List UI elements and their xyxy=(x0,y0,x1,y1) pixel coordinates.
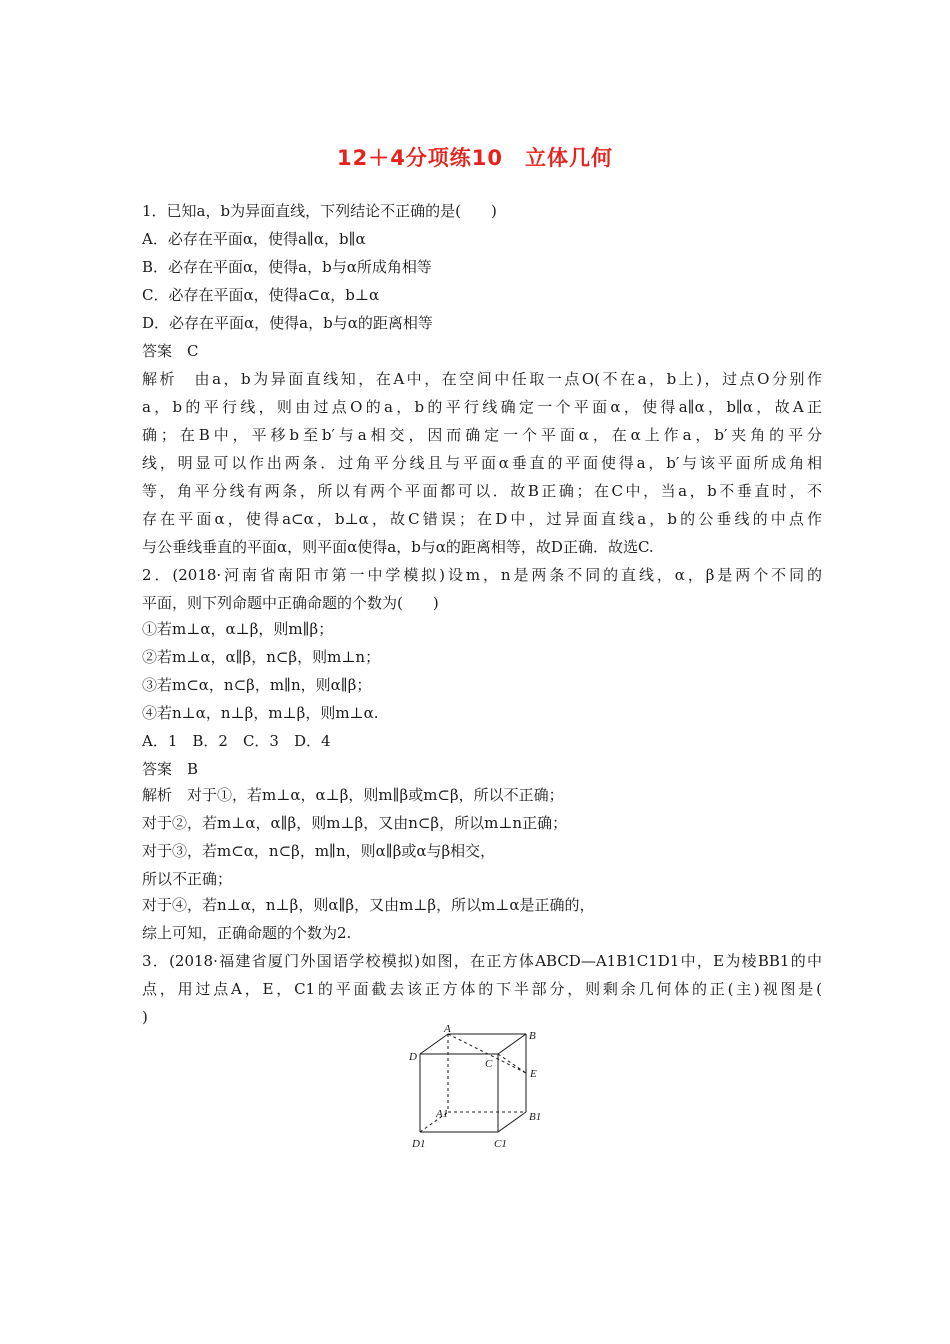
label-D: D xyxy=(409,1051,417,1063)
text-line: 答案 C xyxy=(142,342,199,360)
text-line: 解析 对于①，若m⊥α，α⊥β，则m∥β或m⊂β，所以不正确； xyxy=(142,786,564,804)
text-line: 2．(2018·河南省南阳市第一中学模拟)设m，n是两条不同的直线，α，β是两个不同的 xyxy=(142,566,822,584)
text-line: ④若n⊥α，n⊥β，m⊥β，则m⊥α. xyxy=(142,704,379,722)
label-A: A xyxy=(444,1023,451,1035)
text-line: D．必存在平面α，使得a，b与α的距离相等 xyxy=(142,314,433,332)
text-line: 确；在B中，平移b至b′与a相交，因而确定一个平面α，在α上作a，b′夹角的平分 xyxy=(142,426,822,444)
text-line: 1．已知a，b为异面直线，下列结论不正确的是( ) xyxy=(142,202,497,220)
text-line: A．必存在平面α，使得a∥α，b∥α xyxy=(142,230,366,248)
text-line: 存在平面α，使得a⊂α，b⊥α，故C错误；在D中，过异面直线a，b的公垂线的中点作 xyxy=(142,510,822,528)
label-C1: C1 xyxy=(494,1138,507,1150)
text-line: 线，明显可以作出两条．过角平分线且与平面α垂直的平面使得a，b′与该平面所成角相 xyxy=(142,454,822,472)
text-line: 对于④，若n⊥α，n⊥β，则α∥β，又由m⊥β，所以m⊥α是正确的， xyxy=(142,896,595,914)
text-line: 解析 由a，b为异面直线知，在A中，在空间中任取一点O(不在a，b上)，过点O分别作 xyxy=(142,370,822,388)
text-line: 答案 B xyxy=(142,760,199,778)
text-line: A．1 B．2 C．3 D．4 xyxy=(142,732,331,750)
text-line: 所以不正确； xyxy=(142,870,233,888)
label-D1: D1 xyxy=(412,1138,426,1150)
text-line: 对于③，若m⊂α，n⊂β，m∥n，则α∥β或α与β相交， xyxy=(142,842,496,860)
label-A1: A1 xyxy=(436,1108,449,1120)
label-B1: B1 xyxy=(529,1111,542,1123)
label-C: C xyxy=(485,1058,493,1070)
text-line: 3．(2018·福建省厦门外国语学校模拟)如图，在正方体ABCD—A1B1C1D1中，E为棱BB1的中 xyxy=(142,952,822,970)
label-E: E xyxy=(530,1068,537,1080)
text-line: 平面，则下列命题中正确命题的个数为( ) xyxy=(142,594,439,612)
cube-figure xyxy=(400,1023,560,1160)
text-line: C．必存在平面α，使得a⊂α，b⊥α xyxy=(142,286,380,304)
text-line: ) xyxy=(142,1008,148,1026)
text-line: ②若m⊥α，α∥β，n⊂β，则m⊥n； xyxy=(142,648,381,666)
text-line: ③若m⊂α，n⊂β，m∥n，则α∥β； xyxy=(142,676,372,694)
text-line: 等，角平分线有两条，所以有两个平面都可以．故B正确；在C中，当a，b不垂直时，不 xyxy=(142,482,822,500)
text-line: 对于②，若m⊥α，α∥β，则m⊥β，又由n⊂β，所以m⊥n正确； xyxy=(142,814,568,832)
text-line: 综上可知，正确命题的个数为2. xyxy=(142,924,352,942)
label-B: B xyxy=(529,1030,536,1042)
text-line: ①若m⊥α，α⊥β，则m∥β； xyxy=(142,620,334,638)
text-line: a，b的平行线，则由过点O的a，b的平行线确定一个平面α，使得a∥α，b∥α，故A正 xyxy=(142,398,822,416)
text-line: 与公垂线垂直的平面α，则平面α使得a，b与α的距离相等，故D正确．故选C. xyxy=(142,538,654,556)
page-title: 12＋4分项练10 立体几何 xyxy=(336,146,614,170)
text-line: B．必存在平面α，使得a，b与α所成角相等 xyxy=(142,258,432,276)
text-line: 点，用过点A，E，C1的平面截去该正方体的下半部分，则剩余几何体的正(主)视图是( xyxy=(142,980,822,998)
